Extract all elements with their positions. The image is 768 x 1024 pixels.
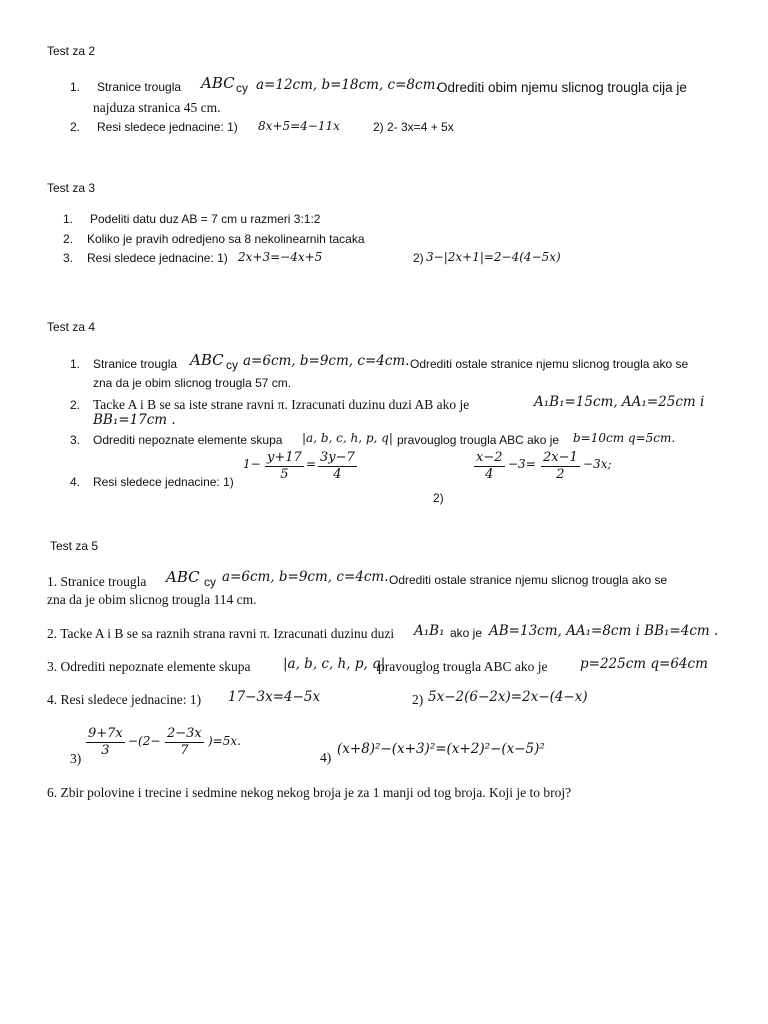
- test5-eq3-fraction1-numerator: 9+7x: [86, 727, 125, 743]
- test3-item3-text: Resi sledece jednacine: 1): [87, 251, 228, 265]
- test5-item1-text: 1. Stranice trougla: [47, 574, 147, 589]
- test5-item2-segment: A₁B₁: [414, 623, 445, 639]
- test5-item3-text: 3. Odrediti nepoznate elemente skupa: [47, 659, 251, 674]
- test5-item2-mid: ako je: [450, 626, 483, 640]
- test2-item2-text: Resi sledece jednacine: 1): [97, 120, 238, 134]
- test2-heading: Test za 2: [47, 44, 96, 58]
- test4-item3-set: |a, b, c, h, p, q|: [302, 431, 393, 445]
- test2-item2-number: 2.: [70, 120, 81, 134]
- test4-item1-rest: Odrediti ostale stranice njemu slicnog trougla ako se: [410, 357, 689, 371]
- test4-item2-values: A₁B₁=15cm, AA₁=25cm i: [534, 394, 705, 410]
- test4-item1-number: 1.: [70, 357, 81, 371]
- test4-item1-cy: cy: [226, 358, 238, 372]
- test4-eq2-fraction2: [541, 451, 580, 483]
- test5-eq3-fraction2: [165, 727, 204, 759]
- test4-eq2-middle: −3=: [508, 457, 536, 471]
- test4-eq2-suffix: −3x;: [583, 457, 612, 471]
- test5-item6-text: 6. Zbir polovine i trecine i sedmine nekog nekog broja je za 1 manji od tog broja. Koji je to broj?: [47, 785, 572, 800]
- test3-item1-text: Podeliti datu duz AB = 7 cm u razmeri 3:1:2: [90, 212, 321, 226]
- test5-item1-rest: Odrediti ostale stranice njemu slicnog trougla ako se: [389, 573, 668, 587]
- test2-item2-eq2: 2) 2- 3x=4 + 5x: [373, 120, 454, 134]
- test5-eq4: (x+8)²−(x+3)²=(x+2)²−(x−5)²: [337, 741, 545, 757]
- test5-item3-set: |a, b, c, h, p, q|: [283, 656, 386, 672]
- test4-eq2-fraction1: [474, 451, 505, 483]
- test4-eq1-fraction1-numerator: y+17: [265, 451, 304, 467]
- test4-item4-text: Resi sledece jednacine: 1): [93, 475, 234, 489]
- test2-item1-text: Stranice trougla: [97, 80, 182, 94]
- test3-item1-number: 1.: [63, 212, 74, 226]
- test4-item4-number: 4.: [70, 475, 81, 489]
- test4-item1-text: Stranice trougla: [93, 357, 178, 371]
- test4-eq1-equals: =: [306, 457, 317, 471]
- test5-item2-text: 2. Tacke A i B se sa raznih strana ravni π. Izracunati duzinu duzi: [47, 626, 395, 641]
- test5-item1-triangle: ABC: [166, 568, 200, 586]
- test5-eq3-fraction2-denominator: 7: [180, 743, 189, 759]
- test4-heading: Test za 4: [47, 320, 96, 334]
- test2-item1-line2: najduza stranica 45 cm.: [93, 100, 221, 115]
- test4-item1-triangle: ABC: [190, 351, 224, 369]
- test4-eq1-fraction2-numerator: 3y−7: [318, 451, 357, 467]
- test5-item1-line2: zna da je obim slicnog trougla 114 cm.: [47, 592, 257, 607]
- test2-item1-number: 1.: [70, 80, 81, 94]
- test3-item2-text: Koliko je pravih odredjeno sa 8 nekolinearnih tacaka: [87, 232, 365, 246]
- test3-item3-eq2: 3−|2x+1|=2−4(4−5x): [426, 250, 561, 264]
- test5-item3-values: p=225cm q=64cm: [580, 656, 708, 672]
- test4-eq1-prefix: 1−: [243, 457, 261, 471]
- test4-eq1-fraction1: [265, 451, 304, 483]
- test5-eq3-middle: −(2−: [128, 734, 161, 748]
- test4-eq2-fraction1-numerator: x−2: [474, 451, 505, 467]
- test5-eq4-label: 4): [320, 750, 332, 765]
- test4-eq2-label: 2): [433, 491, 444, 505]
- test3-item3-number: 3.: [63, 251, 74, 265]
- test5-item4-eq2: 5x−2(6−2x)=2x−(4−x): [428, 689, 588, 705]
- test5-item4-text: 4. Resi sledece jednacine: 1): [47, 692, 202, 707]
- test2-item1-cy: cy: [236, 81, 248, 95]
- test4-item1-line2: zna da je obim slicnog trougla 57 cm.: [93, 376, 292, 390]
- test5-heading: Test za 5: [50, 539, 99, 553]
- test4-item1-sides: a=6cm, b=9cm, c=4cm.: [243, 353, 410, 369]
- test3-item3-eq2-label: 2): [413, 251, 424, 265]
- test5-eq3-suffix: )=5x.: [208, 734, 241, 748]
- test4-item3-values: b=10cm q=5cm.: [573, 431, 676, 445]
- test4-item2-number: 2.: [70, 398, 81, 412]
- test5-item1-sides: a=6cm, b=9cm, c=4cm.: [222, 569, 389, 585]
- test4-eq1-fraction2: [318, 451, 357, 483]
- test5-item4-eq2-label: 2): [412, 692, 424, 707]
- test4-eq2-fraction1-denominator: 4: [485, 467, 494, 483]
- test2-item1-rest: Odrediti obim njemu slicnog trougla cija je: [437, 80, 687, 95]
- test4-item3-text: Odrediti nepoznate elemente skupa: [93, 433, 283, 447]
- test4-eq2-fraction2-denominator: 2: [556, 467, 565, 483]
- test2-item1-triangle: ABC: [201, 74, 235, 92]
- test5-item3-rest: pravouglog trougla ABC ako je: [378, 659, 548, 674]
- test4-item2-line2: BB₁=17cm .: [93, 412, 176, 428]
- test4-eq1-fraction2-denominator: 4: [333, 467, 342, 483]
- test4-eq2-fraction2-numerator: 2x−1: [541, 451, 580, 467]
- test5-item4-eq1: 17−3x=4−5x: [228, 689, 321, 705]
- test2-item2-eq1: 8x+5=4−11x: [258, 119, 340, 133]
- test5-eq3-label: 3): [70, 751, 82, 766]
- test5-item2-values: AB=13cm, AA₁=8cm i BB₁=4cm .: [489, 623, 719, 639]
- test5-eq3-fraction1-denominator: 3: [101, 743, 110, 759]
- test4-item3-number: 3.: [70, 433, 81, 447]
- test5-item1-cy: cy: [204, 575, 216, 589]
- test5-eq3-fraction2-numerator: 2−3x: [165, 727, 204, 743]
- test4-eq1-fraction1-denominator: 5: [280, 467, 289, 483]
- test5-eq3-fraction1: [86, 727, 125, 759]
- test2-item1-sides: a=12cm, b=18cm, c=8cm.: [256, 77, 440, 93]
- test4-item3-rest: pravouglog trougla ABC ako je: [397, 433, 560, 447]
- test3-item3-eq1: 2x+3=−4x+5: [238, 250, 323, 264]
- test3-item2-number: 2.: [63, 232, 74, 246]
- test4-item2-text: Tacke A i B se sa iste strane ravni π. Izracunati duzinu duzi AB ako je: [93, 397, 470, 412]
- test3-heading: Test za 3: [47, 181, 96, 195]
